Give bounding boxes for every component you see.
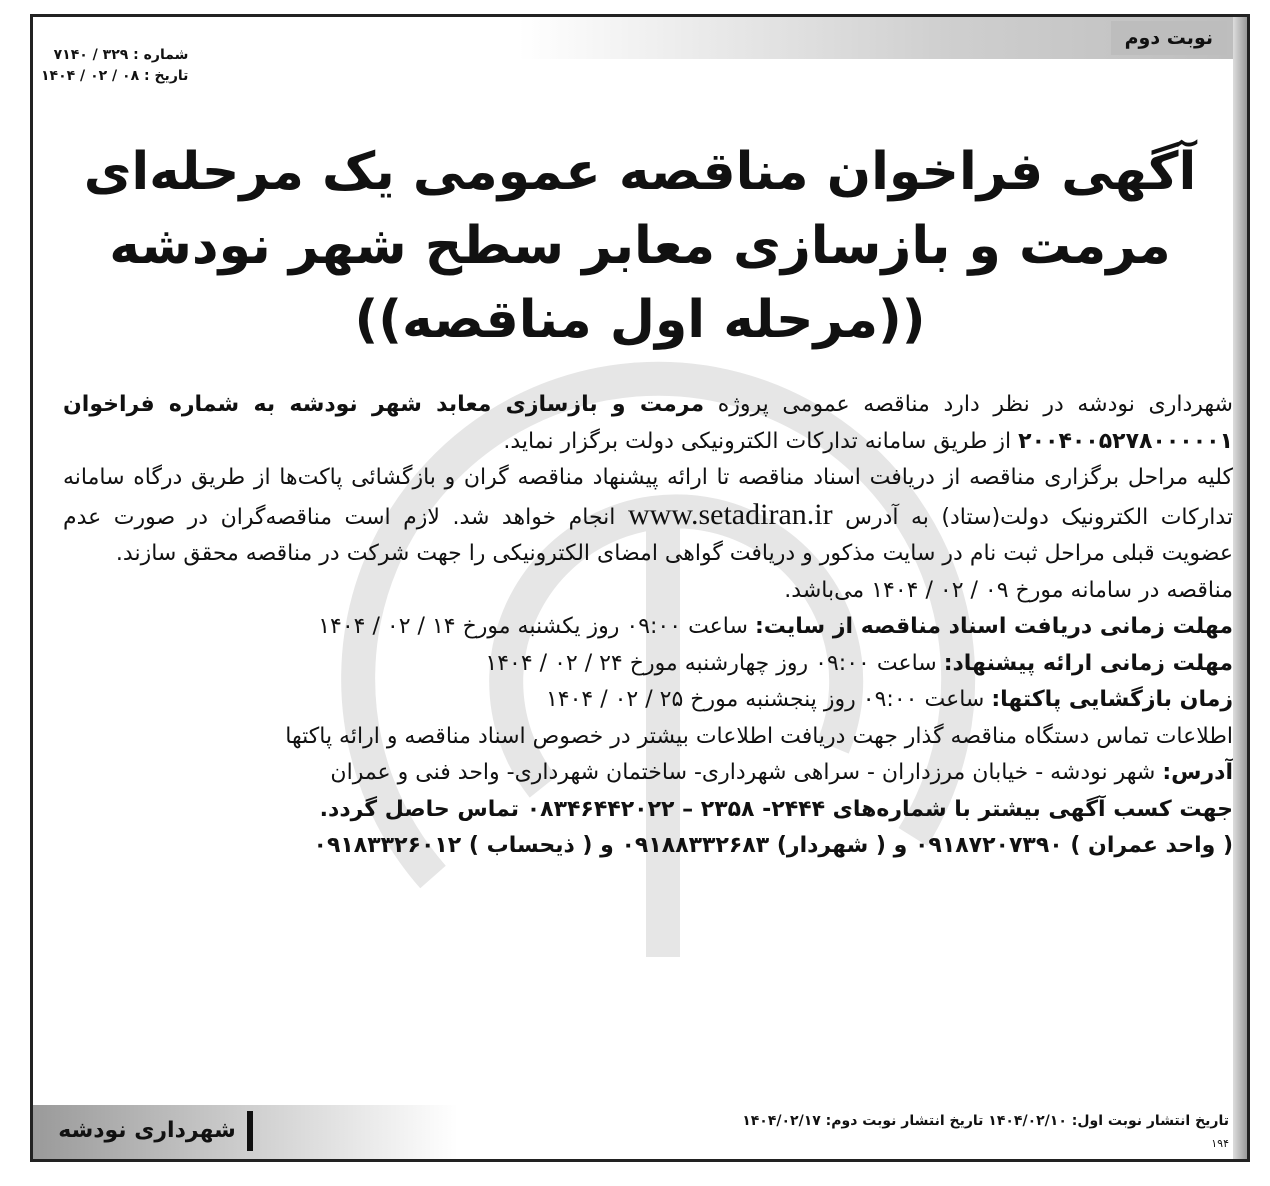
address: آدرس: شهر نودشه - خیابان مرزداران - سراهی شهرداری- ساختمان شهرداری- واحد فنی و عمران <box>330 760 1233 785</box>
ad-body <box>63 387 1233 865</box>
publication-dates: تاریخ انتشار نوبت اول: ۱۴۰۴/۰۲/۱۰ تاریخ انتشار نوبت دوم: ۱۴۰۴/۰۲/۱۷ <box>742 1113 1229 1129</box>
top-bar <box>33 17 1247 59</box>
reference-date: تاریخ : ۰۸ / ۰۲ / ۱۴۰۴ <box>41 68 189 84</box>
reference-block <box>41 45 188 87</box>
title-line-3: ((مرحله اول مناقصه)) <box>354 290 926 350</box>
phone-line: جهت کسب آگهی بیشتر با شماره‌های ۲۴۴۴- ۲۳۵۸ – ۰۸۳۴۶۴۴۲۰۲۲ تماس حاصل گردد. <box>319 796 1233 822</box>
paragraph-intro: شهرداری نودشه در نظر دارد مناقصه عمومی پروژه مرمت و بازسازی معابد شهر نودشه به شماره فراخوان ۲۰۰۴۰۰۵۲۷۸۰۰۰۰۰۱ از طریق سامانه تدارکات الکترونیکی دولت برگزار نماید. <box>63 392 1233 454</box>
title-line-2: مرمت و بازسازی معابر سطح شهر نودشه <box>109 216 1171 276</box>
reference-number: شماره : ۳۲۹ / ۷۱۴۰ <box>53 47 189 63</box>
title-line-1: آگهی فراخوان مناقصه عمومی یک مرحله‌ای <box>83 142 1197 202</box>
paragraph-system-date: مناقصه در سامانه مورخ ۰۹ / ۰۲ / ۱۴۰۴ می‌باشد. <box>784 577 1233 603</box>
mobile-numbers: ( واحد عمران ) ۰۹۱۸۷۲۰۷۳۹۰ و ( شهردار) ۰۹۱۸۸۳۳۲۶۸۳ و ( ذیحساب ) ۰۹۱۸۳۳۲۶۰۱۲ <box>313 833 1233 858</box>
paragraph-procedure: کلیه مراحل برگزاری مناقصه از دریافت اسناد مناقصه تا ارائه پیشنهاد مناقصه گران و بازگشائی پاکت‌ها از طریق درگاه سامانه تدارکات الکترونیک دولت(ستاد) به آدرس www.setadiran.ir انجام خواهد شد. لازم است مناقصه‌گران در صورت عدم عضویت قبلی مراحل ثبت نام در سایت مذکور و دریافت گواهی امضای الکترونیکی را جهت شرکت در مناقصه محقق سازند. <box>63 465 1233 566</box>
ad-title <box>73 135 1207 357</box>
ad-frame <box>30 14 1250 1162</box>
round-label: نوبت دوم <box>1111 21 1227 55</box>
deadline-proposal: مهلت زمانی ارائه پیشنهاد: ساعت ۰۹:۰۰ روز چهارشنبه مورخ ۲۴ / ۰۲ / ۱۴۰۴ <box>485 650 1233 676</box>
deadline-documents: مهلت زمانی دریافت اسناد مناقصه از سایت: ساعت ۰۹:۰۰ روز یکشنبه مورخ ۱۴ / ۰۲ / ۱۴۰۴ <box>318 614 1233 639</box>
page-number: ۱۹۴ <box>1211 1137 1229 1150</box>
website-link[interactable]: www.setadiran.ir <box>627 497 833 531</box>
project-and-tender-number: مرمت و بازسازی معابد شهر نودشه به شماره فراخوان ۲۰۰۴۰۰۵۲۷۸۰۰۰۰۰۱ <box>63 392 1233 454</box>
footer-bar <box>33 1105 1247 1159</box>
opening-time: زمان بازگشایی پاکتها: ساعت ۰۹:۰۰ روز پنجشنبه مورخ ۲۵ / ۰۲ / ۱۴۰۴ <box>545 687 1233 712</box>
edge-shadow <box>1233 17 1247 1159</box>
paragraph-contact-info: اطلاعات تماس دستگاه مناقصه گذار جهت دریافت اطلاعات بیشتر در خصوص اسناد مناقصه و ارائه پاکتها <box>285 723 1233 749</box>
organization-name: شهرداری نودشه <box>47 1111 253 1151</box>
